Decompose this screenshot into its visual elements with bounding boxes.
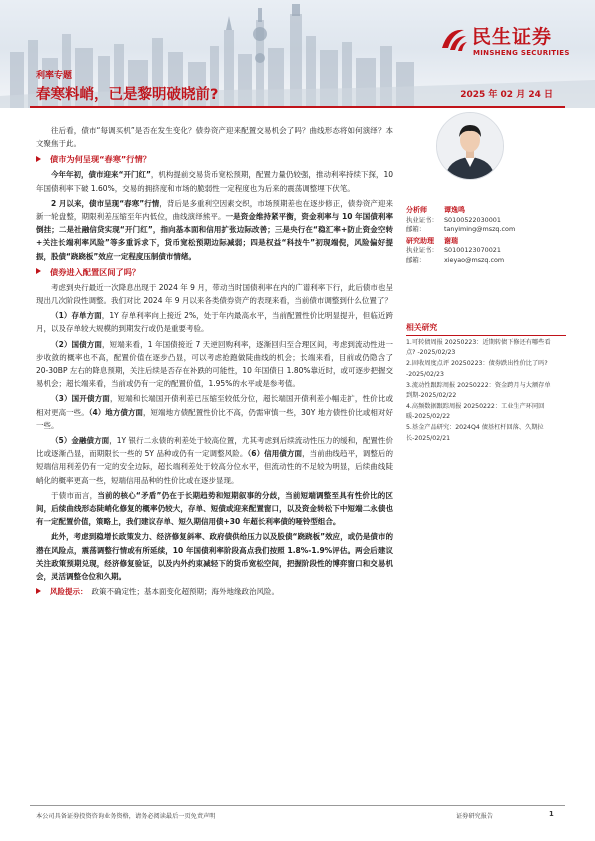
report-title: 春寒料峭，已是黎明破晓前?: [36, 87, 219, 103]
report-date: 2025 年 02 月 24 日: [460, 90, 553, 100]
paragraph: （3）国开债方面，短端和长端国开债利差已压缩至较低分位，超长端国开债利差小幅走扩，性价比或相对更高一些。（4）地方债方面，短端地方债配置性价比不高，仍需审慎一些，30Y 地方债性价比或相对好一些。: [36, 394, 393, 430]
risk-warning: 风险提示： 政策不确定性；基本面变化超预期；海外地缘政治风险。: [36, 585, 393, 598]
minsheng-logo: [438, 22, 578, 62]
footer-report-type: 证券研究报告: [456, 813, 494, 820]
report-category: 利率专题: [36, 71, 73, 81]
assistant-email: 邮箱： xieyao@mszq.com: [406, 255, 505, 264]
header-rule: [30, 106, 565, 108]
related-research-item[interactable]: 1.可转债周报 20250223：近期转债下修还有哪些看点? -2025/02/23: [406, 339, 551, 357]
paragraph: 此外，考虑到稳增长政策发力、经济修复斜率、政府债供给压力以及股债“跷跷板”效应，或仍是债市的潜在风险点，震荡调整行情或有所延续，10 年国债利率阶段高点我们按照 1.8%-1.9%评估。两会后建议关注政策预期兑现，经济修复验证，以及内外约束减轻下的货币宽松空间，把握阶段性的博弈窗口和交易机会，灵活调整仓位和久期。: [36, 532, 393, 582]
related-research-item[interactable]: 3.流动性跟踪周报 20250222：资金跨月与大额存单到期-2025/02/22: [406, 381, 551, 400]
related-research-rule: [406, 335, 566, 336]
header-banner: [0, 0, 595, 108]
logo-mark-icon: [438, 24, 468, 54]
assistant-row: 研究助理 谢瑞: [406, 236, 458, 245]
logo-text-en: MINSHENG SECURITIES: [473, 49, 570, 57]
analyst-cert: 执业证书： S0100522030001: [406, 215, 501, 224]
section-heading-1: 债市为何呈现“春寒”行情？: [36, 153, 393, 165]
analyst-info: [406, 206, 566, 265]
paragraph: （5）金融债方面，1Y 银行二永债的利差处于较高位置，尤其考虑到后续流动性压力的缓和，配置性价比或逐渐凸显，而期限长一些的 5Y 品种或仍有一定调整风险。（6）信用债方面，当前曲线趋平，调整后的短端信用利差仍有一定的安全边际，超长端利差处于较高分位水平，但流动性的不足较为明显，后续曲线陡峭化的概率更高一些，短端信用品种的性价比或在逐步显现。: [36, 436, 394, 485]
paragraph: 2 月以来，债市呈现“春寒”行情，背后是多重利空因素交织，市场预期差也在逐步修正，债券资产迎来新一轮盘整，期限利差压缩至年内低位，曲线演绎熊平。一是资金维持紧平衡，资金利率与 10 年国债利率倒挂；二是社融信贷实现“开门红”，指向基本面和信用扩张边际改善；三是央行在“稳汇率+防止资金空转+关注长端利率风险”等多重诉求下，货币宽松预期边际减弱；四是权益“科技牛”初现端倪，风险偏好提振，股债“跷跷板”效应一定程度压制债市情绪。: [36, 198, 394, 261]
triangle-bullet-icon: [36, 156, 41, 162]
related-research-title: 相关研究: [406, 323, 438, 332]
related-research-item[interactable]: 5.基金产品研究：2024Q4 债基杠杆回落、久期拉长-2025/02/21: [406, 424, 544, 442]
analyst-email: 邮箱： tanyiming@mszq.com: [406, 225, 516, 233]
related-research-item[interactable]: 2.固收周度点评 20250223：债券跌出性价比了吗? -2025/02/23: [406, 360, 548, 378]
triangle-bullet-icon: [36, 588, 41, 594]
paragraph: 今年年初，债市迎来“开门红”，机构提前交易货币宽松预期，配置力量仍较强，推动利率持续下探，10 年国债利率下破 1.60%，交易的拥挤度和市场的脆弱性一定程度也为后来的震荡调整埋下伏笔。: [36, 170, 393, 193]
analyst-photo: [436, 112, 504, 180]
triangle-bullet-icon: [36, 268, 41, 274]
related-research-list: [406, 338, 556, 445]
paragraph: （1）存单方面，1Y 存单利率向上接近 2%，处于年内最高水平，当前配置性价比明显提升，但临近跨月，以及存单较大规模的到期发行或仍是重要考验。: [36, 311, 394, 334]
assistant-cert: 执业证书： S0100123070021: [406, 246, 501, 254]
page-number: 1: [549, 810, 554, 818]
footer-rule: [30, 805, 565, 806]
analyst-portrait-image: [437, 113, 503, 179]
paragraph: 考虑到央行最近一次降息出现于 2024 年 9 月，带动当时国债利率在内的广谱利率下行，此后债市也呈现出几次阶段性调整。我们对比 2024 年 9 月以来各类债券资产的表现来看，当前债市调整到什么位置了？: [36, 282, 393, 306]
main-content: [36, 124, 393, 598]
related-research-item[interactable]: 4.高频数据跟踪周报 20250222：工业生产环同回暖-2025/02/22: [406, 402, 545, 421]
section-heading-2: 债券进入配置区间了吗？: [36, 266, 393, 278]
logo-text-cn: 民生证券: [472, 26, 553, 48]
intro-paragraph: 往后看，债市“每调买机”是否在发生变化？债券资产迎来配置交易机会了吗？曲线形态将如何演绎？本文聚焦于此。: [36, 126, 393, 149]
analyst-row: 分析师 谭逸鸣: [406, 206, 465, 214]
footer-disclaimer: 本公司具备证券投资咨询业务资格，请务必阅读最后一页免责声明: [36, 813, 216, 820]
paragraph: 于债市而言，当前的核心“矛盾”仍在于长期趋势和短期叙事的分歧，当前短端调整至具有性价比的区间，后续曲线形态陡峭化修复的概率仍较大，存单、短债或迎来配置窗口，以及资金转松下中短端二永债也有一定配置价值，策略上，我们建议存单、短久期信用债+30 年超长利率债的哑铃型组合。: [36, 490, 394, 527]
paragraph: （2）国债方面，短端来看，1 年国债接近 7 天逆回购利率，逐渐回归至合理区间，考虑到流动性进一步收敛的概率也不高，配置价值在逐步凸显，可以考虑抢跑做陡曲线的机会；长端来看，目前或仍隐含了 20-30BP 左右的降息预期，关注后续是否存在补跌的可能性，10 年国债日 1.80%靠近时，或可逐步把握交易机会；超长端来看，当前或仍有一定的配置价值，1.95%的水平或是参考值。: [36, 339, 393, 389]
